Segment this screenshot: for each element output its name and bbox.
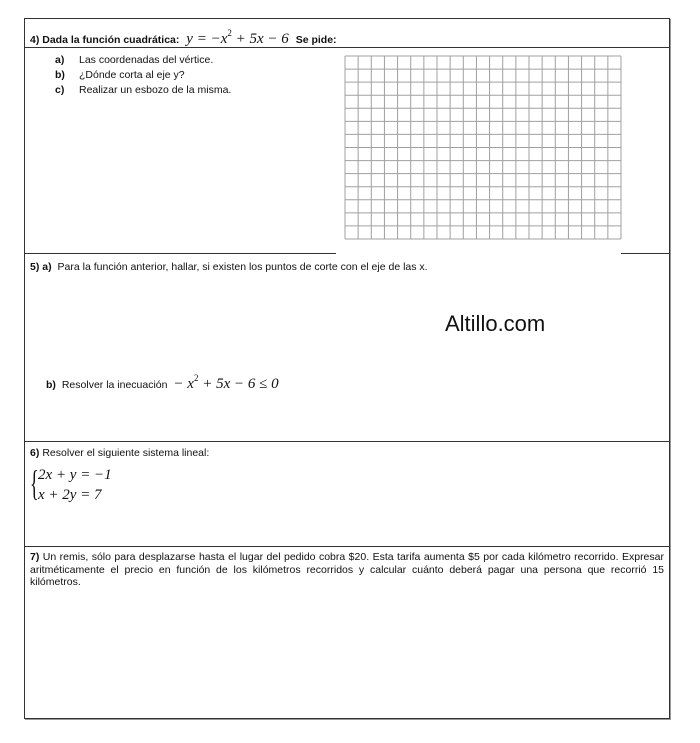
q5-inequality xyxy=(173,373,279,392)
q6-prompt xyxy=(30,447,209,460)
q7-prompt xyxy=(30,551,664,589)
q4-function-rhs: + 5x − 6 xyxy=(231,31,289,47)
q4-header xyxy=(30,27,337,47)
q5-b-text: Resolver la inecuación xyxy=(61,379,168,391)
q4-item-a xyxy=(55,54,213,67)
q4-header-prefix: 4) Dada la función cuadrática: xyxy=(30,34,180,46)
q4-item-c-text: Realizar un esbozo de la misma. xyxy=(79,84,232,96)
section7-divider xyxy=(24,546,670,547)
q5-part-a xyxy=(30,261,428,274)
section5-divider-right xyxy=(621,253,670,254)
system-brace-icon: { xyxy=(30,463,39,503)
q4-header-suffix: Se pide: xyxy=(295,34,337,46)
q4-item-a-text: Las coordenadas del vértice. xyxy=(79,54,214,66)
q5-part-b xyxy=(46,372,279,392)
q4-item-b xyxy=(55,69,185,82)
section6-divider xyxy=(24,441,670,442)
q5-a-label: a) xyxy=(42,261,52,273)
q5-number: 5) xyxy=(30,261,40,273)
q6-text: Resolver el siguiente sistema lineal: xyxy=(42,447,210,459)
watermark: Altillo.com xyxy=(445,311,546,336)
q4-function-exponent: 2 xyxy=(227,28,232,38)
q5-a-text: Para la función anterior, hallar, si existen los puntos de corte con el eje de las x. xyxy=(57,261,428,273)
q5-inequality-exponent: 2 xyxy=(193,373,199,383)
section5-divider-left xyxy=(24,253,336,254)
q4-item-c xyxy=(55,84,231,97)
q4-item-b-text: ¿Dónde corta al eje y? xyxy=(79,69,185,81)
q7-text: Un remis, sólo para desplazarse hasta el lugar del pedido cobra $20. Esta tarifa aumenta $5 por cada kilómetro recorrido. Expresar aritméticamente el precio en función de los kilómetros recorridos y calcular cuánto deberá pagar una persona que recorrió 15 kilómetros. xyxy=(30,551,664,588)
q5-inequality-lhs: − x xyxy=(173,376,194,392)
q4-item-b-label: b) xyxy=(55,69,65,81)
q4-item-c-label: c) xyxy=(55,84,65,96)
q4-function xyxy=(186,28,289,47)
header-divider xyxy=(24,47,670,48)
graph-paper-grid xyxy=(344,55,622,240)
q6-equation-1: 2x + y = −1 xyxy=(38,467,112,483)
q4-item-a-label: a) xyxy=(55,54,65,66)
q6-number: 6) xyxy=(30,447,40,459)
q5-b-label: b) xyxy=(46,379,56,391)
q6-equation-2: x + 2y = 7 xyxy=(38,487,102,503)
q5-inequality-rhs: + 5x − 6 ≤ 0 xyxy=(198,376,279,392)
q7-number: 7) xyxy=(30,551,40,563)
q4-function-lhs: y = −x xyxy=(186,31,228,47)
q6-linear-system xyxy=(30,465,112,505)
